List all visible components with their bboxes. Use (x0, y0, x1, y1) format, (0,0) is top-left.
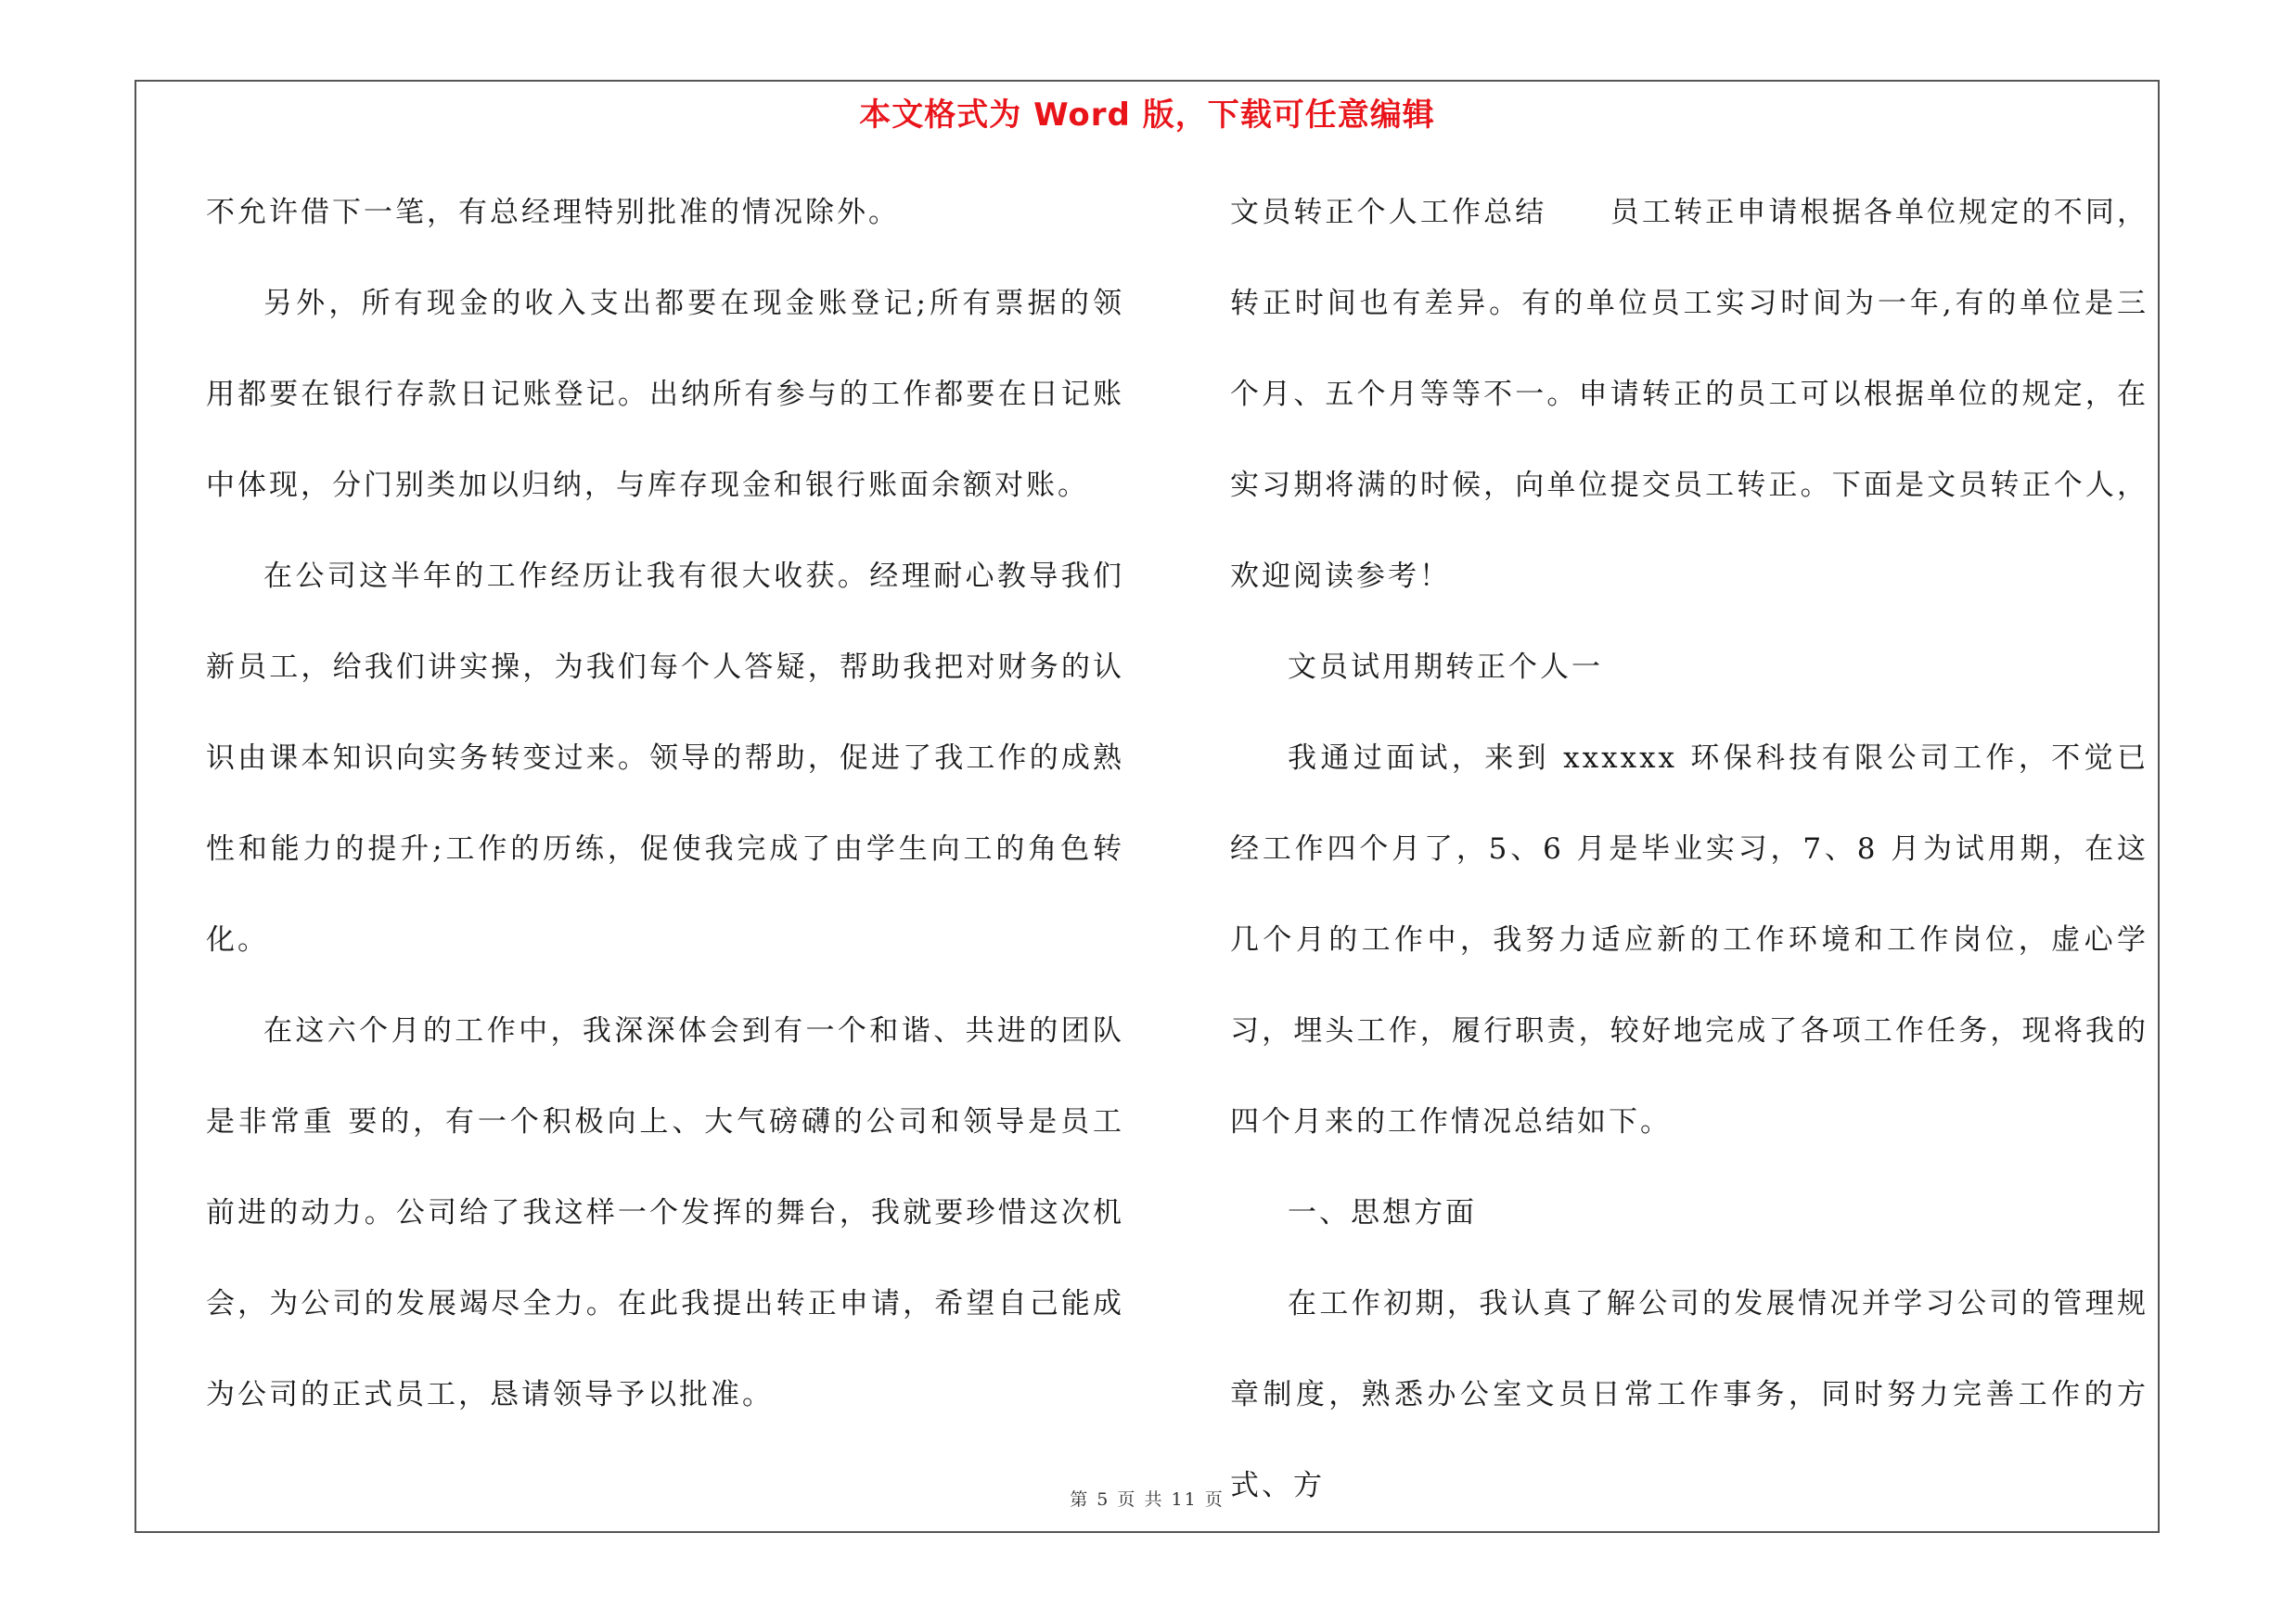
paragraph: 文员转正个人工作总结 员工转正申请根据各单位规定的不同，转正时间也有差异。有的单位员工实习时间为一年,有的单位是三个月、五个月等等不一。申请转正的员工可以根据单位的规定，在实习期将满的时候，向单位提交员工转正。下面是文员转正个人，欢迎阅读参考！ (1230, 196, 2148, 593)
paragraph: 在这六个月的工作中，我深深体会到有一个和谐、共进的团队是非常重 要的，有一个积极向上、大气磅礴的公司和领导是员工前进的动力。公司给了我这样一个发挥的舞台，我就要珍惜这次机会，为公司的发展竭尽全力。在此我提出转正申请，希望自己能成为公司的正式员工，恳请领导予以批准。 (206, 1014, 1124, 1411)
left-column (206, 167, 1124, 1440)
format-banner: 本文格式为 Word 版，下载可任意编辑 (859, 97, 1435, 134)
section-heading: 一、思想方面 (1288, 1196, 1477, 1230)
paragraph: 我通过面试，来到 xxxxxx 环保科技有限公司工作，不觉已经工作四个月了，5、6 月是毕业实习，7、8 月为试用期，在这几个月的工作中，我努力适应新的工作环境和工作岗位，虚心学习，埋头工作，履行职责，较好地完成了各项工作任务，现将我的四个月来的工作情况总结如下。 (1230, 741, 2148, 1139)
right-column (1230, 167, 2148, 1531)
paragraph: 不允许借下一笔，有总经理特别批准的情况除外。 (206, 196, 900, 229)
paragraph: 另外，所有现金的收入支出都要在现金账登记;所有票据的领用都要在银行存款日记账登记。出纳所有参与的工作都要在日记账中体现，分门别类加以归纳，与库存现金和银行账面余额对账。 (206, 287, 1124, 502)
paragraph: 在工作初期，我认真了解公司的发展情况并学习公司的管理规章制度，熟悉办公室文员日常工作事务，同时努力完善工作的方式、方 (1230, 1287, 2148, 1502)
page-footer: 第 5 页 共 11 页 (1070, 1489, 1225, 1510)
paragraph: 在公司这半年的工作经历让我有很大收获。经理耐心教导我们新员工，给我们讲实操，为我们每个人答疑，帮助我把对财务的认识由课本知识向实务转变过来。领导的帮助，促进了我工作的成熟性和能力的提升;工作的历练，促使我完成了由学生向工的角色转化。 (206, 560, 1124, 957)
section-heading: 文员试用期转正个人一 (1288, 650, 1603, 684)
